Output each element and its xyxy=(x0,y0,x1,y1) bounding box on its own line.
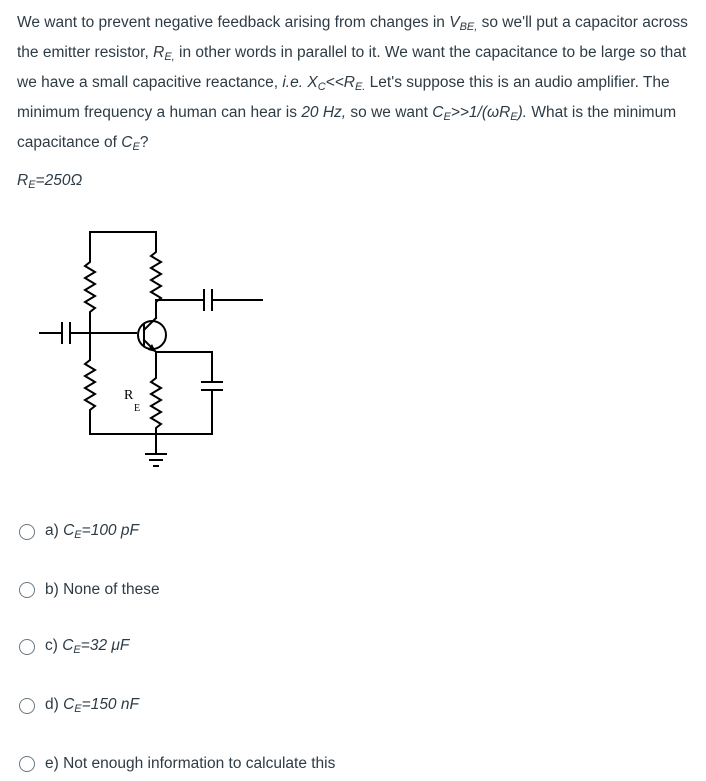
answer-option-c[interactable] xyxy=(19,637,129,656)
emitter-resistor xyxy=(151,352,161,454)
answer-label: c) $C_E=32$ μF xyxy=(45,637,130,656)
answer-label: e) Not enough information to calculate this xyxy=(45,755,336,772)
answer-option-e[interactable] xyxy=(19,755,335,773)
radio-button[interactable] xyxy=(19,698,35,714)
radio-button[interactable] xyxy=(19,756,35,772)
answer-label: b) None of these xyxy=(45,581,160,598)
given-resistance: $R_E=250\Omega$ xyxy=(17,172,83,191)
amplifier-circuit-diagram xyxy=(30,222,270,474)
output-capacitor xyxy=(156,290,262,310)
answer-label: d) $C_E=150$ nF xyxy=(45,696,139,715)
ground-symbol xyxy=(146,454,166,466)
question-paragraph: We want to prevent negative feedback arising from changes in $V_{BE,}$ so we'll put a capacitor across the emitter resistor, $R_{E,}$ in other words in parallel to it. We want the capacitance to be large so that we have a small capacitive reactance, i.e. $X_C<<R_{E.}$ Let's suppose this is an audio amplifier. The minimum frequency a human can hear is 20 Hz, so we want $C_E>>1/(\omega R_E)$. What is the minimum capacitance of $C_E$? xyxy=(17,14,688,153)
question-text xyxy=(17,10,697,198)
radio-button[interactable] xyxy=(19,582,35,598)
re-label: R xyxy=(124,388,134,403)
re-label-sub: E xyxy=(134,403,141,414)
answer-option-d[interactable] xyxy=(19,696,139,715)
input-capacitor xyxy=(40,323,136,343)
answer-option-b[interactable] xyxy=(19,581,160,599)
radio-button[interactable] xyxy=(19,639,35,655)
answer-label: a) $C_E=100$ pF xyxy=(45,522,139,541)
radio-button[interactable] xyxy=(19,524,35,540)
answer-option-a[interactable] xyxy=(19,522,139,541)
collector-resistor xyxy=(151,232,161,318)
bypass-capacitor xyxy=(156,352,222,434)
